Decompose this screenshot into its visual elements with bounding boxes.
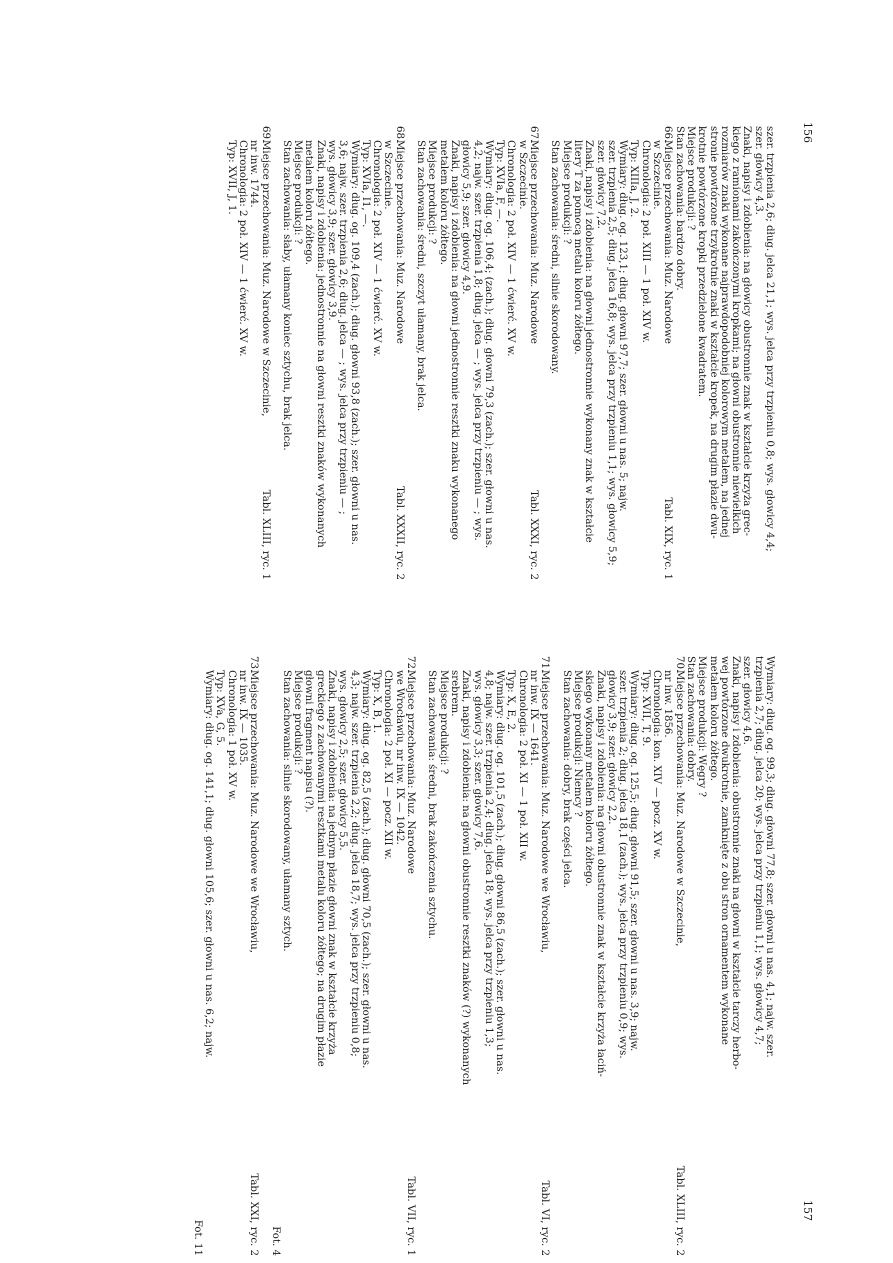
text-line: Typ: XIIIa, J, 2. — [628, 140, 640, 218]
plate-reference: Tabl. XIX, ryc. 1 — [662, 497, 674, 580]
text-line: szer. trzpienia 2; dług. jelca 18,1 (zach.); wys. jelca przy trzpieniu 0,9; wys. — [617, 670, 629, 1059]
entry-location — [394, 126, 405, 486]
entry-number: 69. — [259, 126, 271, 143]
entry-location — [673, 656, 684, 1166]
text-line: srebrem. — [448, 670, 460, 717]
text-column — [181, 656, 775, 1256]
location-text: Miejsce przechowania: Muz. Narodowe we Wrocławiu, — [539, 670, 551, 953]
text-column — [215, 126, 775, 580]
text-line: nr inw. IX — 1641. — [528, 670, 540, 766]
text-line: Stan zachowania: średni, szczyt ułamany, brak jelca. — [415, 140, 427, 412]
text-line: Chronologia: 2 poł. XI — 1 poł. XII w. — [516, 670, 528, 862]
entry-header — [662, 126, 673, 580]
entry-header — [539, 656, 550, 1256]
text-line: szer. trzpienia 2,5; dług. jelca 16,8; wys. jelca przy trzpieniu 1,1; wys. głowicy 5,9; — [605, 140, 617, 566]
catalog-entry — [415, 126, 539, 580]
text-line: Typ: X, B, 1. — [371, 670, 383, 734]
text-line: w Szczecinie. — [651, 140, 663, 210]
text-line: Stan zachowania: dobry. — [684, 656, 696, 782]
plate-reference: Tabl. VII, ryc. 1 — [405, 1176, 417, 1256]
text-line: Miejsce produkcji: ? — [292, 140, 304, 245]
photo-reference: Fot. 4 — [269, 1226, 281, 1256]
text-line: Chronologia: 2 poł. XIV — 1 ćwierć. XV w. — [371, 140, 383, 357]
entry-number: 70. — [673, 656, 685, 673]
entry-number: 71. — [539, 656, 551, 673]
entry-number: 72. — [405, 656, 417, 673]
text-line: Wymiary: dług. og. 82,5 (zach.); dług. głowni 70,5 (zach.); szer. głowni u nas. — [359, 670, 371, 1069]
text-line: Znaki, napisy i zdobienia: jednostronnie na głowni resztki znaków wykonanych — [314, 140, 326, 548]
entry-header — [394, 126, 405, 580]
text-line: Chronologia: 2 poł. XI — pocz. XII w. — [382, 670, 394, 860]
entry-header — [259, 126, 270, 580]
page-number: 156 — [801, 122, 814, 143]
text-line: metalem koloru żółtego. — [303, 140, 315, 266]
entry-number: 68. — [393, 126, 405, 143]
text-line: głowni fragment napisu (?). — [303, 670, 315, 813]
entry-header — [248, 656, 259, 1256]
text-line: Chronologia: 2 poł. XIII — 1 poł. XIV w. — [639, 140, 651, 343]
text-line: Znaki, napisy i zdobienia: na głowni jednostronnie wykonany znak w kształcie — [583, 140, 595, 543]
entry-location — [248, 656, 259, 1173]
text-line: Typ: XVII, T, 9. — [639, 670, 651, 747]
entry-number: 67. — [528, 126, 540, 143]
continued-entry — [685, 656, 775, 1256]
text-line: metalem koloru żółtego. — [437, 140, 449, 266]
catalog-entry — [191, 656, 259, 1256]
text-line: greckiego z zachowanymi resztkami metalu koloru żółtego; na drugim płazie — [314, 670, 326, 1067]
text-line: Chronologia: 2 poł. XIV — 1 ćwierć. XV w. — [505, 140, 517, 357]
text-line: szer. głowicy 4,3. — [752, 126, 764, 215]
text-line: Typ: XVIa, F, —. — [494, 140, 506, 223]
text-line: Miejsce produkcji: ? — [560, 140, 572, 245]
text-line: Wymiary: dług. og. 109,4 (zach.); dług. głowni 93,8 (zach.); szer. głowni u nas. — [348, 140, 360, 545]
plate-reference: Tabl. XXXII, ryc. 2 — [393, 486, 405, 580]
location-text: Miejsce przechowania: Muz. Narodowe — [662, 140, 674, 344]
continued-entry — [673, 126, 775, 580]
text-line: Znaki, napisy i zdobienia: na głowicy obustronnie znak w kształcie krzyża grec- — [741, 126, 753, 537]
location-text: Miejsce przechowania: Muz. Narodowe — [393, 140, 405, 344]
plate-reference: Tabl. XXXI, ryc. 2 — [528, 490, 540, 580]
text-line: nr inw. 1744. — [248, 140, 260, 208]
location-text: Miejsce przechowania: Muz. Narodowe — [405, 670, 417, 874]
text-line: trzpienia 2,7; dług. jelca 20; wys. jelca przy trzpieniu 1,1; wys. głowicy 4,7; — [752, 656, 764, 1046]
text-line: stronie powtórzone trzykrotnie znaki w kształcie kropek, na drugim płazie dwu- — [707, 126, 719, 539]
text-line: głowicy 3,9; szer. głowicy 2,2. — [605, 670, 617, 825]
text-line: krotnie powtórzone kropki przedzielone kwadratem. — [696, 126, 708, 398]
text-line: w Szczecinie. — [382, 140, 394, 210]
text-line: kiego z ramionami zakończonymi kropkami; na głowni obustronnie niewielkich — [730, 126, 742, 534]
text-line: Typ: XVIa, I1, —. — [359, 140, 371, 228]
text-line: Miejsce produkcji: ? — [426, 140, 438, 245]
catalog-entry — [225, 126, 270, 580]
page-number: 157 — [801, 1200, 814, 1221]
plate-reference: Tabl. VI, ryc. 2 — [539, 1180, 551, 1256]
text-line: nr inw. IX — 1035. — [236, 670, 248, 766]
text-line: Stan zachowania: średni, silnie skorodowany. — [549, 140, 561, 375]
entry-location — [259, 126, 270, 490]
text-line: nr inw. 1856. — [662, 670, 674, 738]
catalog-entry — [549, 126, 673, 580]
catalog-entry — [426, 656, 550, 1256]
text-line: Znaki, napisy i zdobienia: na głowni obustronnie resztki znaków (?) wykonanych — [460, 670, 472, 1086]
text-line: szer. trzpienia 2,6; dług. jelca 21,1; wys. jelca przy trzpieniu 0,8; wys. głowicy 4,4; — [764, 126, 775, 552]
text-line: Stan zachowania: słaby, ułamany koniec sztychu, brak jelca. — [280, 140, 292, 451]
text-line: Znaki, napisy i zdobienia: na jednym płazie głowni znak w kształcie krzyża — [326, 670, 338, 1055]
catalog-entry — [269, 656, 416, 1256]
text-line: Stan zachowania: dobry, brak części jelca. — [560, 670, 572, 888]
text-line: rozmiarów znaki wykonane najprawdopodobniej kolorowym metalem, na jednej — [718, 126, 730, 538]
entry-header — [673, 656, 684, 1256]
entry-location — [539, 656, 550, 1181]
text-line: 4,3; najw. szer. trzpienia 2,2; dług. jelca 18,7; wys. jelca przy trzpieniu 0,8; — [348, 670, 360, 1057]
entry-number: 66. — [662, 126, 674, 143]
plate-reference: Tabl. XXI, ryc. 2 — [248, 1173, 260, 1256]
text-line: Miejsce produkcji: ? — [437, 670, 449, 775]
text-line: wej powtórzone dwukrotnie, zamknięte z obu stron ornamentem wykonane — [718, 656, 730, 1045]
text-line: Wymiary: dług. og. 125,5; dług. głowni 91,5; szer. głowni u nas. 3,9; najw. — [628, 670, 640, 1052]
text-line: wys. głowicy 3,3; szer. głowicy 7,6. — [471, 670, 483, 851]
entry-location — [662, 126, 673, 497]
text-line: Znaki, napisy i zdobienia: obustronnie znaki na głowni w kształcie tarczy herbo- — [730, 656, 742, 1070]
catalog-entry — [560, 656, 684, 1256]
text-line: Wymiary: dług. og. 101,5 (zach.); dług. głowni 86,5 (zach.); szer. głowni u nas. — [494, 670, 506, 1075]
text-line: 4,8; najw. szer. trzpienia 2,4; dług. jelca 18; wys. jelca przy trzpieniu 1,3; — [482, 670, 494, 1047]
text-line: szer. głowicy 7,2. — [594, 140, 606, 229]
text-line: Miejsce produkcji: ? — [292, 670, 304, 775]
text-line: we Wrocławiu, nr inw. IX — 1042. — [393, 670, 405, 845]
right-page — [0, 640, 893, 1260]
text-line: 3,6; najw. szer. trzpienia 2,6; dług. jelca — ; wys. jelca przy trzpieniu — ; — [337, 140, 349, 515]
text-line: Wymiary: dług. og. 141,1; dług. głowni 105,6; szer. głowni u nas. 6,2; najw. — [203, 670, 215, 1058]
text-line: w Szczecinie. — [516, 140, 528, 210]
text-line: wys. głowicy 3,9; szer. głowicy 3,9. — [326, 140, 338, 321]
text-line: litery T za pomocą metalu koloru żółtego. — [571, 140, 583, 355]
text-line: Chronologia: kon. XIV — pocz. XV w. — [651, 670, 663, 860]
text-line: Chronologia: 2 poł. XIV — 1 ćwierć. XV w. — [236, 140, 248, 357]
text-line: skiego wykonany metalem koloru żółtego. — [583, 670, 595, 887]
left-page — [0, 0, 893, 620]
entry-header — [405, 656, 416, 1256]
location-text: Miejsce przechowania: Muz. Narodowe w Szczecinie, — [259, 140, 271, 417]
text-line: wys. głowicy 2,5; szer. głowicy 5,5. — [337, 670, 349, 851]
location-text: Miejsce przechowania: Muz. Narodowe we Wrocławiu, — [248, 670, 260, 953]
text-line: Stan zachowania: silnie skorodowany, ułamany sztych. — [280, 670, 292, 952]
text-line: Znaki, napisy i zdobienia: na głowni obustronnie znak w kształcie krzyża łaciń- — [594, 670, 606, 1077]
text-line: Chronologia: 1 poł. XV w. — [225, 670, 237, 801]
entry-number: 73. — [248, 656, 260, 673]
text-line: 4,2; najw. szer. trzpienia 1,8; dług. jelca — ; wys. jelca przy trzpieniu — ; wys. — [471, 140, 483, 541]
entry-location — [528, 126, 539, 490]
text-line: Typ: XVa, G, 5. — [214, 670, 226, 746]
text-line: Miejsce produkcji: Niemcy ? — [571, 670, 583, 817]
entry-location — [405, 656, 416, 1176]
location-text: Miejsce przechowania: Muz. Narodowe w Szczecinie, — [673, 670, 685, 947]
text-line: Typ: XVII, J, 1. — [225, 140, 237, 215]
text-line: Znaki, napisy i zdobienia: na głowni jednostronnie resztki znaku wykonanego — [448, 140, 460, 541]
text-line: Stan zachowania: średni, brak zakończenia sztychu. — [426, 670, 438, 940]
text-line: głowicy 5,9; szer. głowicy 4,9. — [460, 140, 472, 295]
catalog-entry — [281, 126, 405, 580]
text-line: Miejsce produkcji: ? — [684, 126, 696, 231]
text-line: szer. głowicy 4,6. — [741, 656, 753, 745]
text-line: Miejsce produkcji: Węgry ? — [696, 656, 708, 797]
text-line: Wymiary: dług. og. 106,4; (zach.); dług. głowni 79,3 (zach.); szer. głowni u nas. — [482, 140, 494, 549]
plate-reference: Tabl. XLIII, ryc. 2 — [673, 1165, 685, 1256]
text-line: Typ: X, E, 2. — [505, 670, 517, 734]
plate-reference: Tabl. XLIII, ryc. 1 — [259, 489, 271, 580]
text-line: Wymiary: dług. og. 99,3; dług. głowni 77,8; szer. głowni u nas. 4,1; najw. szer. — [764, 656, 775, 1058]
entry-header — [528, 126, 539, 580]
text-line: Stan zachowania: bardzo dobry. — [673, 126, 685, 291]
photo-reference: Fot. 11 — [191, 1219, 203, 1256]
text-line: metalem koloru żółtego. — [707, 656, 719, 782]
text-line: Wymiary: dług. og. 123,1; dług. głowni 97,7; szer. głowni u nas. 5; najw. — [617, 140, 629, 512]
location-text: Miejsce przechowania: Muz. Narodowe — [528, 140, 540, 344]
